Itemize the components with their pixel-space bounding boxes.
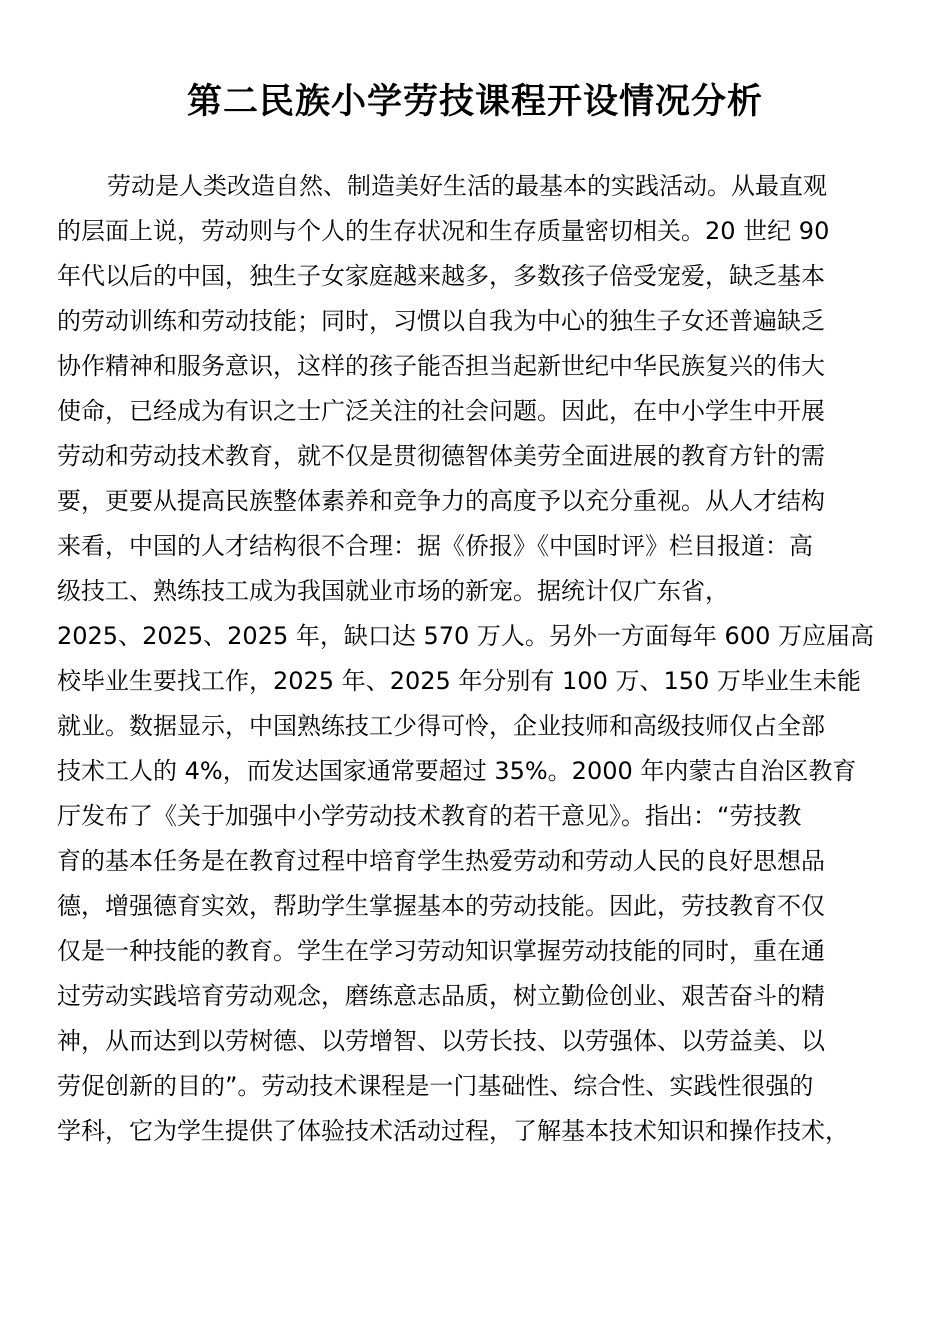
paragraph-line: 的劳动训练和劳动技能；同时，习惯以自我为中心的独生子女还普遍缺乏 [57,307,825,335]
paragraph-line: 技术工人的 4%，而发达国家通常要超过 35%。2000 年内蒙古自治区教育 [57,757,857,785]
paragraph-line: 劳动和劳动技术教育，就不仅是贯彻德智体美劳全面进展的教育方针的需 [57,442,825,470]
paragraph-line: 使命，已经成为有识之士广泛关注的社会问题。因此，在中小学生中开展 [57,397,825,425]
paragraph-line: 学科，它为学生提供了体验技术活动过程，了解基本技术知识和操作技术， [57,1117,849,1145]
body-paragraph [57,164,897,1154]
paragraph-line: 德，增强德育实效，帮助学生掌握基本的劳动技能。因此，劳技教育不仅 [57,892,825,920]
paragraph-line: 过劳动实践培育劳动观念，磨练意志品质，树立勤俭创业、艰苦奋斗的精 [57,982,825,1010]
paragraph-line: 仅是一种技能的教育。学生在学习劳动知识掌握劳动技能的同时，重在通 [57,937,825,965]
paragraph-line: 厅发布了《关于加强中小学劳动技术教育的若干意见》。指出：“劳技教 [57,802,802,830]
paragraph-line: 就业。数据显示，中国熟练技工少得可怜，企业技师和高级技师仅占全部 [57,712,825,740]
paragraph-line: 要，更要从提高民族整体素养和竞争力的高度予以充分重视。从人才结构 [57,487,825,515]
document-title: 第二民族小学劳技课程开设情况分析 [186,82,763,122]
paragraph-line: 来看，中国的人才结构很不合理：据《侨报》《中国时评》栏目报道：高 [57,532,813,560]
paragraph-line: 级技工、熟练技工成为我国就业市场的新宠。据统计仅广东省， [57,577,729,605]
paragraph-line: 神，从而达到以劳树德、以劳增智、以劳长技、以劳强体、以劳益美、以 [57,1027,825,1055]
paragraph-line: 劳促创新的目的”。劳动技术课程是一门基础性、综合性、实践性很强的 [57,1072,814,1100]
paragraph-line: 劳动是人类改造自然、制造美好生活的最基本的实践活动。从最直观 [107,172,827,200]
paragraph-line: 校毕业生要找工作，2025 年、2025 年分别有 100 万、150 万毕业生未能 [57,667,861,695]
paragraph-line: 育的基本任务是在教育过程中培育学生热爱劳动和劳动人民的良好思想品 [57,847,825,875]
paragraph-line: 的层面上说，劳动则与个人的生存状况和生存质量密切相关。20 世纪 90 [57,217,830,245]
paragraph-line: 2025、2025、2025 年，缺口达 570 万人。另外一方面每年 600 万应届高 [57,622,874,650]
paragraph-line: 协作精神和服务意识，这样的孩子能否担当起新世纪中华民族复兴的伟大 [57,352,825,380]
paragraph-line: 年代以后的中国，独生子女家庭越来越多，多数孩子倍受宠爱，缺乏基本 [57,262,825,290]
